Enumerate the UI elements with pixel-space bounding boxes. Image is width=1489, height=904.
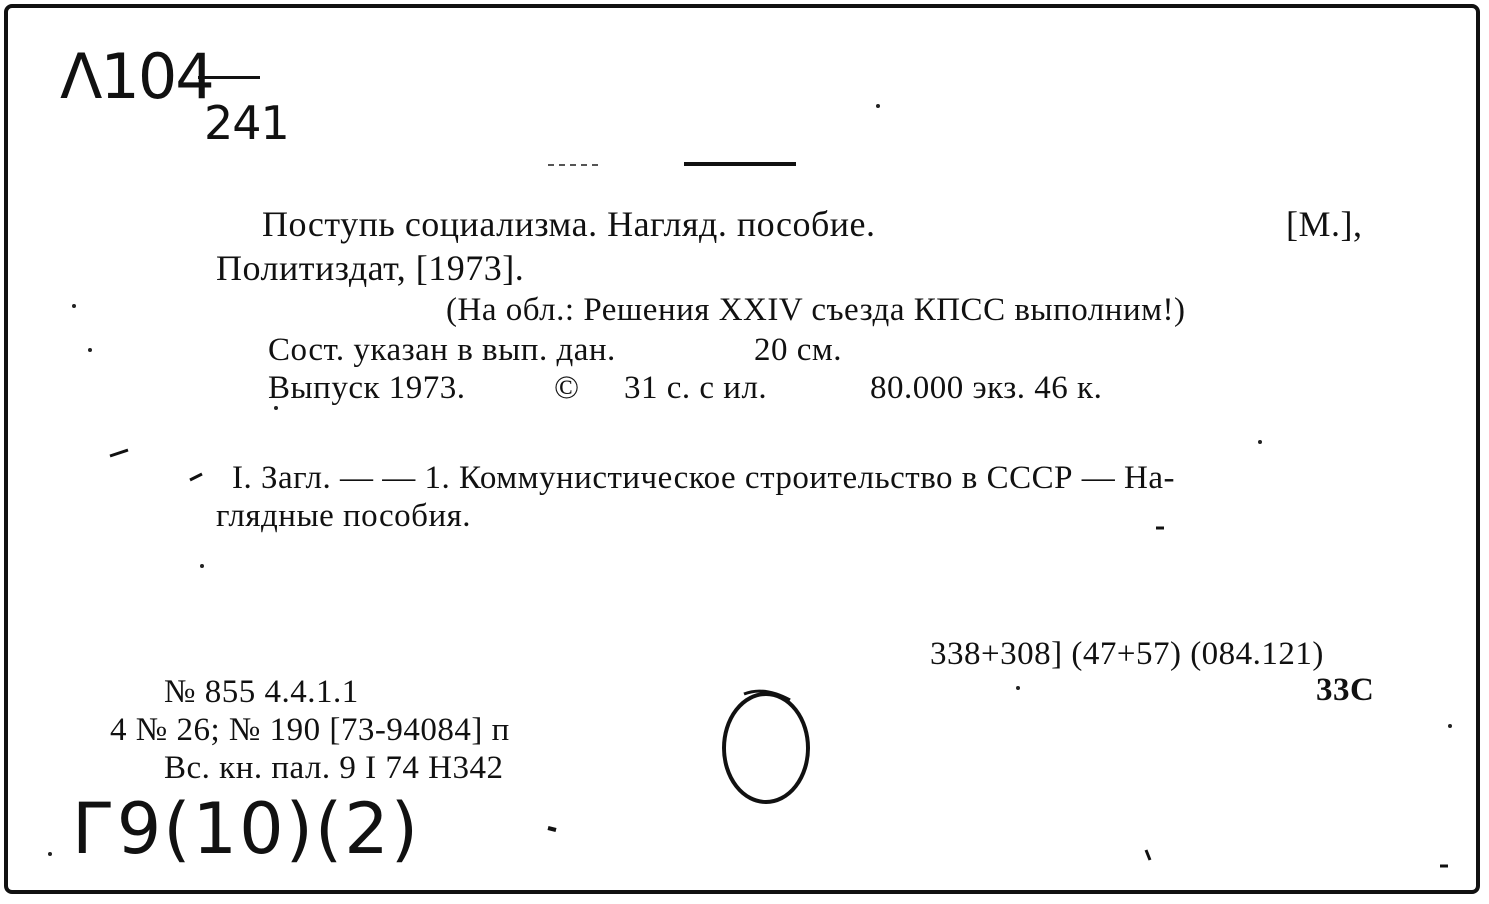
publisher-line: Политиздат, [1973]. — [216, 248, 525, 288]
record-number: № 855 4.4.1.1 — [164, 674, 359, 710]
handwritten-shelf-code: Г9(10)(2) — [72, 788, 421, 870]
speck — [1448, 724, 1452, 728]
title-line: Поступь социализма. Нагляд. пособие. — [262, 204, 876, 244]
speck — [88, 348, 92, 352]
classification: 338+308] (47+57) (084.121) — [930, 636, 1324, 672]
speck — [72, 304, 76, 308]
pen-mark — [190, 474, 202, 480]
pen-mark — [1146, 850, 1150, 860]
speck — [876, 104, 880, 108]
pages: 31 с. с ил. — [624, 370, 768, 406]
cover-note: (На обл.: Решения XXIV съезда КПСС выполним!) — [446, 292, 1186, 328]
class-code: 33С — [1316, 672, 1375, 708]
pen-mark — [548, 828, 556, 830]
speck — [274, 406, 278, 410]
edition: 80.000 экз. 46 к. — [870, 370, 1103, 406]
speck — [1016, 686, 1020, 690]
size: 20 см. — [754, 332, 843, 368]
speck — [48, 852, 52, 856]
speck — [200, 564, 204, 568]
subject-line-1: I. Загл. — — 1. Коммунистическое строительство в СССР — На- — [232, 460, 1175, 496]
catalog-card — [4, 4, 1480, 894]
speck — [1258, 440, 1262, 444]
pen-mark — [110, 450, 128, 456]
punch-hole-outline — [724, 694, 808, 802]
issue: Выпуск 1973. — [268, 370, 466, 406]
record-line-2: 4 № 26; № 190 [73-94084] п — [110, 712, 510, 748]
compiler-line: Сост. указан в вып. дан. — [268, 332, 616, 368]
record-line-3: Вс. кн. пал. 9 I 74 Н342 — [164, 750, 504, 786]
subject-line-2: глядные пособия. — [216, 498, 472, 534]
handwritten-call-number-denominator: 241 — [204, 96, 289, 150]
handwritten-call-number: Λ104 — [60, 40, 213, 113]
card-hole-drawing — [8, 8, 1480, 894]
place-of-publication: [М.], — [1286, 204, 1363, 244]
copyright-symbol: © — [554, 370, 580, 406]
